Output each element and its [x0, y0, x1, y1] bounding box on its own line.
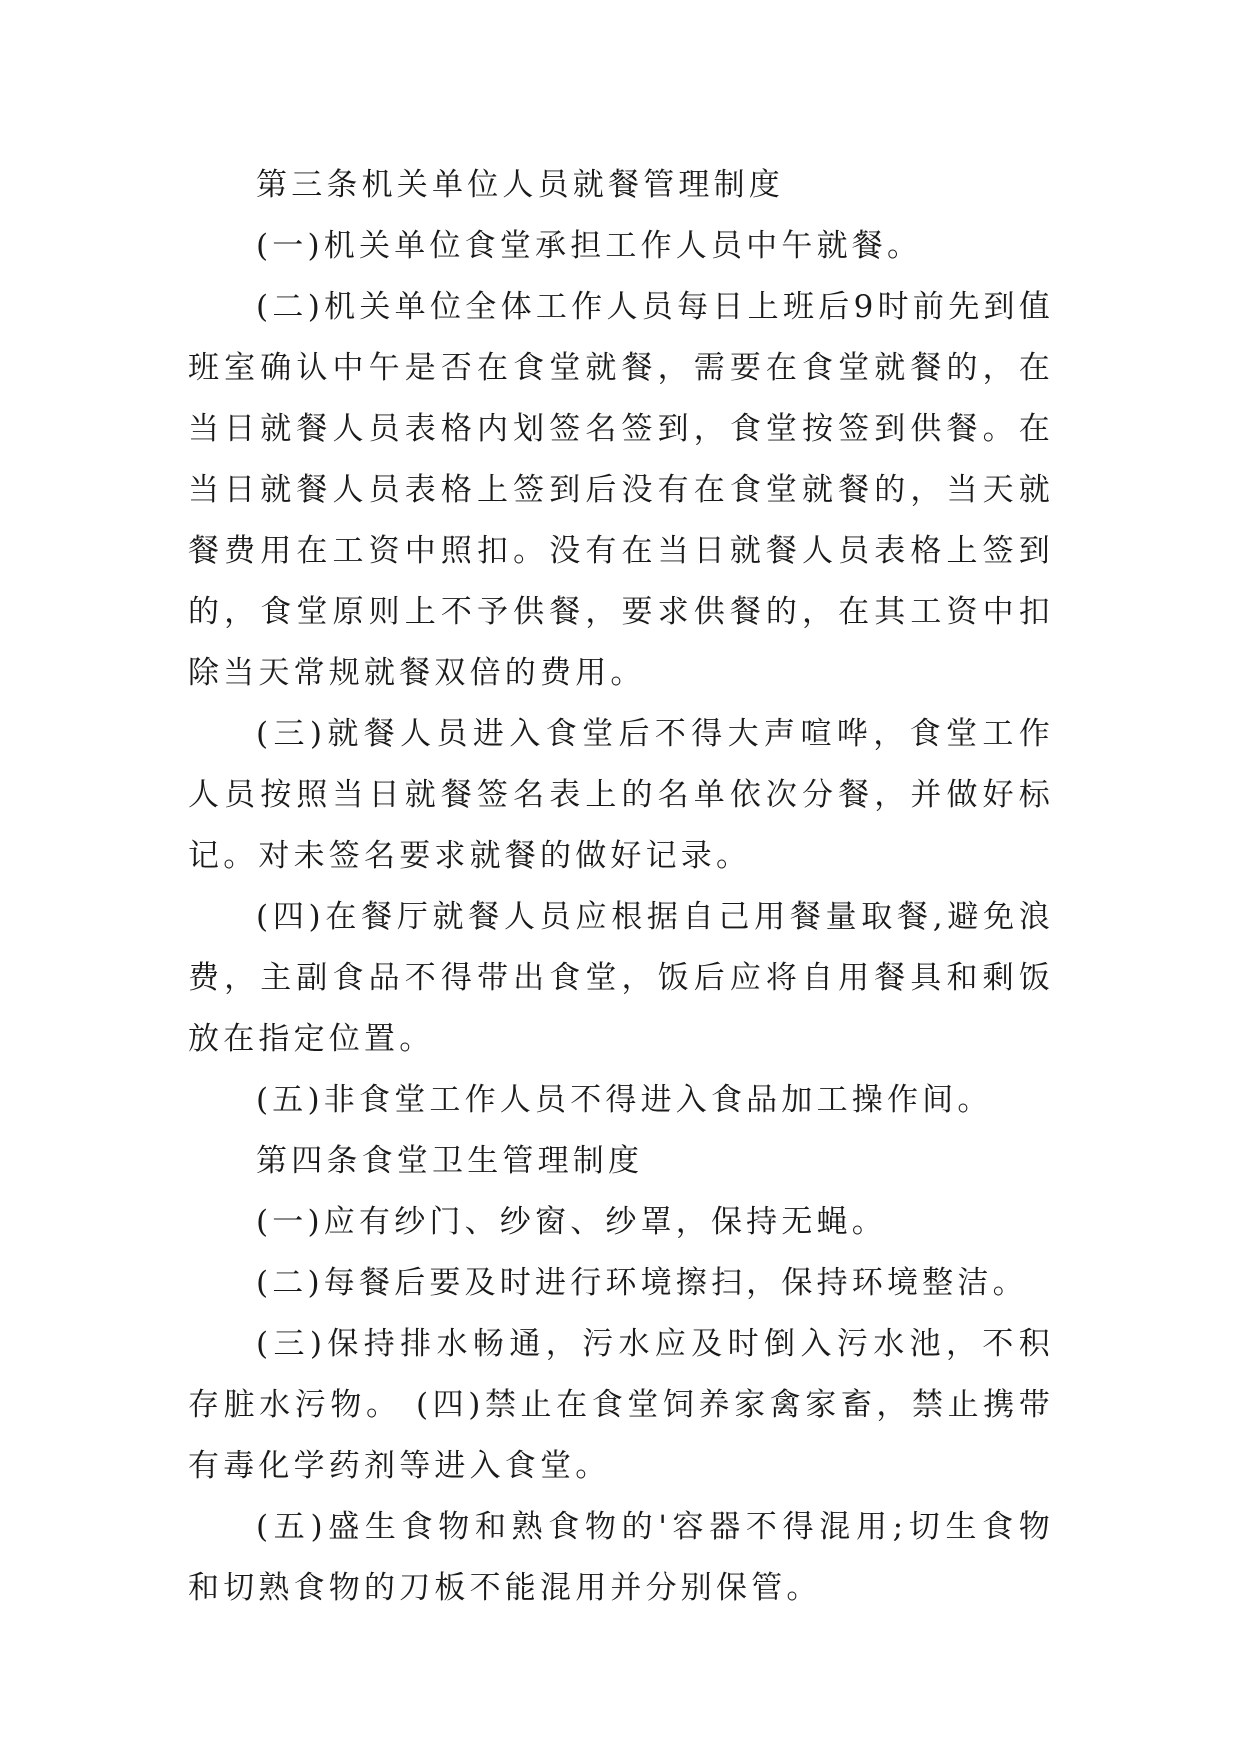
- section-3-item-4: (四)在餐厅就餐人员应根据自己用餐量取餐,避免浪费，主副食品不得带出食堂，饭后应将自用餐具和剩饭放在指定位置。: [188, 899, 1054, 1057]
- section-3-item-5: (五)非食堂工作人员不得进入食品加工操作间。: [256, 1082, 993, 1118]
- section-4-item-3: (三)保持排水畅通，污水应及时倒入污水池，不积存脏水污物。 (四)禁止在食堂饲养家禽家畜，禁止携带有毒化学药剂等进入食堂。: [188, 1326, 1054, 1484]
- section-3-heading: 第三条机关单位人员就餐管理制度: [256, 167, 784, 203]
- section-3-item-1: (一)机关单位食堂承担工作人员中午就餐。: [256, 228, 923, 264]
- section-4-item-1: (一)应有纱门、纱窗、纱罩，保持无蝇。: [256, 1204, 887, 1240]
- document-body: [188, 155, 1054, 1619]
- section-3-item-2: (二)机关单位全体工作人员每日上班后9时前先到值班室确认中午是否在食堂就餐，需要在食堂就餐的，在当日就餐人员表格内划签名签到，食堂按签到供餐。在当日就餐人员表格上签到后没有在食堂就餐的，当天就餐费用在工资中照扣。没有在当日就餐人员表格上签到的，食堂原则上不予供餐，要求供餐的，在其工资中扣除当天常规就餐双倍的费用。: [188, 289, 1054, 691]
- section-3-item-3: (三)就餐人员进入食堂后不得大声喧哗，食堂工作人员按照当日就餐签名表上的名单依次分餐，并做好标记。对未签名要求就餐的做好记录。: [188, 716, 1054, 874]
- section-4-heading: 第四条食堂卫生管理制度: [256, 1143, 644, 1179]
- section-4-item-5: (五)盛生食物和熟食物的'容器不得混用;切生食物和切熟食物的刀板不能混用并分别保管。: [188, 1509, 1054, 1606]
- section-4-item-2: (二)每餐后要及时进行环境擦扫，保持环境整洁。: [256, 1265, 1028, 1301]
